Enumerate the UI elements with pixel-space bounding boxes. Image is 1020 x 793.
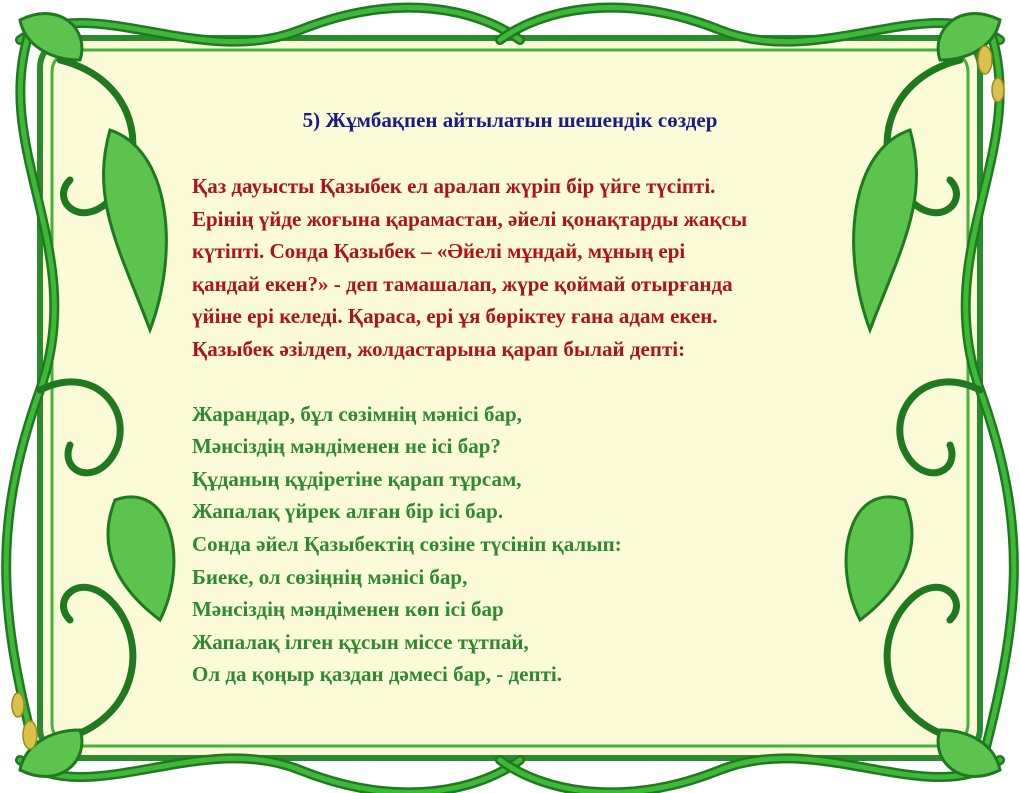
wheat-icon: [992, 78, 1004, 102]
story-line: үйіне ері келеді. Қараса, ері ұя бөріктеу ғана адам екен.: [192, 304, 718, 329]
story-line: қандай екен?» - деп тамашалап, жүре қоймай отырғанда: [192, 271, 733, 296]
story-paragraph: [192, 170, 872, 366]
story-line: күтіпті. Сонда Қазыбек – «Әйелі мұндай, мұның ері: [192, 239, 686, 264]
poem-line: Биеке, ол сөзіңнің мәнісі бар,: [192, 564, 468, 589]
poem-line: Жапалақ үйрек алған бір ісі бар.: [192, 499, 504, 524]
poem-line: Ол да қоңыр қаздан дәмесі бар, - депті.: [192, 662, 562, 687]
wheat-icon: [978, 46, 992, 74]
poem-line: Құданың құдіретіне қарап тұрсам,: [192, 466, 522, 491]
wheat-icon: [12, 693, 24, 717]
poem-stanza: [192, 398, 872, 691]
wheat-icon: [23, 721, 37, 749]
page-title: 5) Жұмбақпен айтылатын шешендік сөздер: [302, 108, 718, 132]
poem-line: Жапалақ ілген құсын міссе тұтпай,: [192, 629, 529, 654]
story-line: Қаз дауысты Қазыбек ел аралап жүріп бір үйге түсіпті.: [192, 174, 716, 198]
text-block: [192, 170, 872, 691]
story-line: Қазыбек әзілдеп, жолдастарына қарап былай депті:: [192, 336, 686, 361]
story-line: Ерінің үйде жоғына қарамастан, әйелі қонақтарды жақсы: [192, 206, 748, 231]
poem-line: Жарандар, бұл сөзімнің мәнісі бар,: [192, 401, 522, 426]
poem-line: Мәнсіздің мәндіменен не ісі бар?: [192, 434, 501, 459]
poem-line: Сонда әйел Қазыбектің сөзіне түсініп қалып:: [192, 531, 622, 556]
poem-line: Мәнсіздің мәндіменен көп ісі бар: [192, 597, 504, 622]
